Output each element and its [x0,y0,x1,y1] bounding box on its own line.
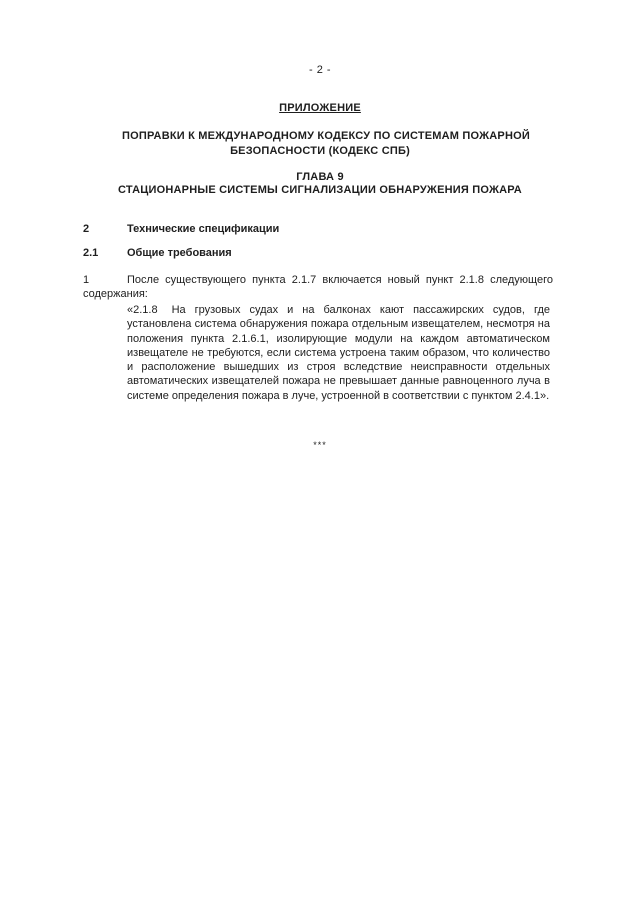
amendments-title-line-2: БЕЗОПАСНОСТИ (КОДЕКС СПБ) [230,145,410,157]
quote-text: На грузовых судах и на балконах кают пассажирских судов, где установлена система обнаружения пожара отдельным извещателем, несмотря на положения пункта 2.1.6.1, изолирующие модули на каждом автоматическом извещателе не требуются, если система устроена таким образом, что количество и расположение вышедших из строя вследствие неисправности отдельных автоматических извещателей пожара не превышает данные равноценного луча в системе определения пожара в луче, устроенной в соответствии с пунктом 2.4.1». [127,304,550,402]
paragraph-1 [83,273,553,301]
section-title: Технические спецификации [127,223,280,235]
appendix-heading: ПРИЛОЖЕНИЕ [279,102,361,114]
section-number: 2 [83,223,90,235]
paragraph-number: 1 [83,274,90,286]
quote-number: «2.1.8 [127,304,158,316]
inserted-paragraph-quote [127,303,550,403]
chapter-title: СТАЦИОНАРНЫЕ СИСТЕМЫ СИГНАЛИЗАЦИИ ОБНАРУЖЕНИЯ ПОЖАРА [118,184,522,196]
section-number: 2.1 [83,247,99,259]
amendments-title-line-1: ПОПРАВКИ К МЕЖДУНАРОДНОМУ КОДЕКСУ ПО СИСТЕМАМ ПОЖАРНОЙ [122,130,530,142]
paragraph-text: После существующего пункта 2.1.7 включается новый пункт 2.1.8 следующего содержания: [83,274,553,300]
page-number: - 2 - [308,64,332,76]
chapter-heading: ГЛАВА 9 [296,171,344,183]
section-title: Общие требования [127,247,232,259]
end-mark: *** [313,440,327,450]
